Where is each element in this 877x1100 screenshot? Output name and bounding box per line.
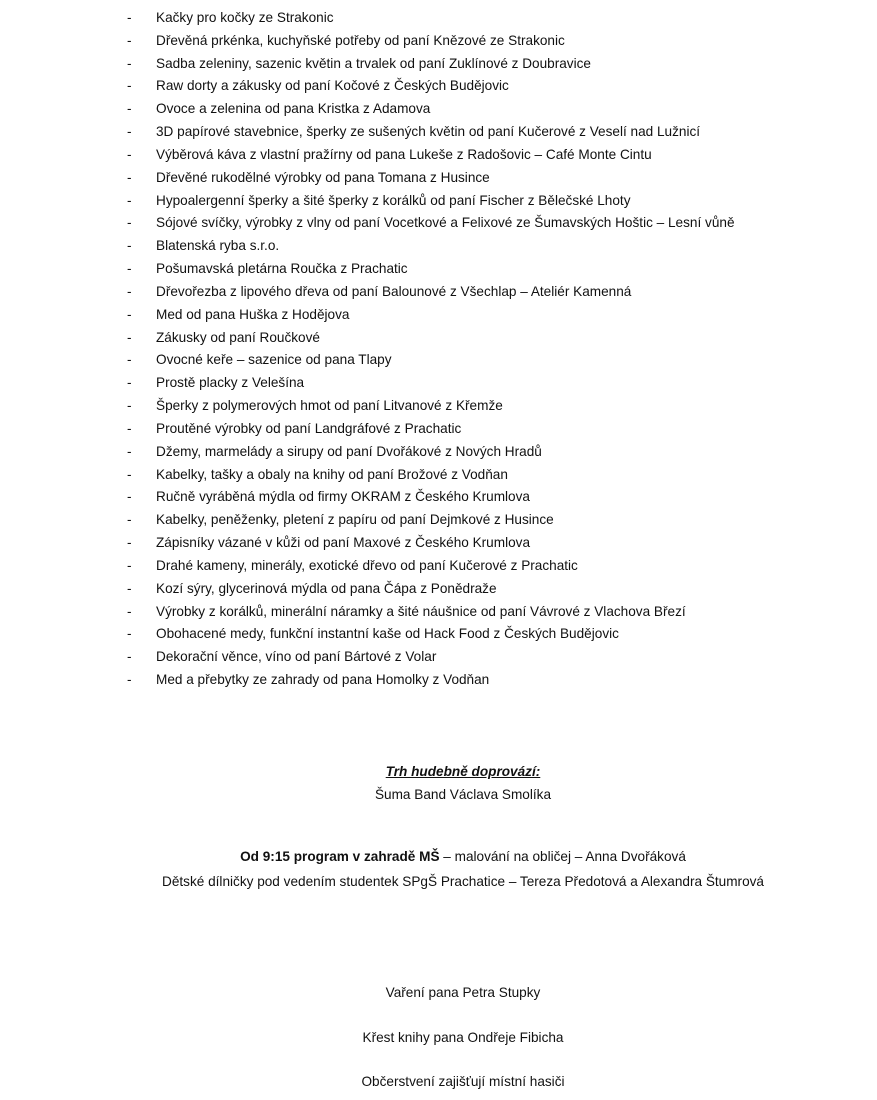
vendor-text: Dekorační věnce, víno od paní Bártové z Volar	[156, 649, 437, 665]
bullet-dash: -	[127, 649, 132, 665]
bullet-dash: -	[127, 603, 132, 619]
bullet-dash: -	[127, 352, 132, 368]
vendor-text: Ovocné keře – sazenice od pana Tlapy	[156, 352, 392, 368]
vendor-text: Dřevěná prkénka, kuchyňské potřeby od paní Knězové ze Strakonic	[156, 32, 565, 48]
vendor-text: Kabelky, tašky a obaly na knihy od paní Brožové z Vodňan	[156, 466, 508, 482]
bullet-dash: -	[127, 261, 132, 277]
vendor-text: Sadba zeleniny, sazenic květin a trvalek od paní Zuklínové z Doubravice	[156, 55, 591, 71]
vendor-text: Blatenská ryba s.r.o.	[156, 238, 280, 254]
vendor-text: Ručně vyráběná mýdla od firmy OKRAM z Českého Krumlova	[156, 489, 530, 505]
vendor-text: Kozí sýry, glycerinová mýdla od pana Čápa z Ponědraže	[156, 580, 497, 596]
bullet-dash: -	[127, 466, 132, 482]
bullet-dash: -	[127, 306, 132, 322]
bullet-dash: -	[127, 512, 132, 528]
bullet-dash: -	[127, 420, 132, 436]
music-band: Šuma Band Václava Smolíka	[374, 787, 552, 802]
bullet-dash: -	[127, 398, 132, 414]
bullet-dash: -	[127, 215, 132, 231]
vendor-text: Kačky pro kočky ze Strakonic	[156, 10, 334, 25]
program-line	[150, 848, 776, 866]
bullet-dash: -	[127, 124, 132, 140]
vendor-text: Obohacené medy, funkční instantní kaše od Hack Food z Českých Budějovic	[156, 626, 619, 642]
extra-refreshments: Občerstvení zajišťují místní hasiči	[361, 1074, 565, 1089]
vendor-text: Výběrová káva z vlastní pražírny od pana Lukeše z Radošovic – Café Monte Cintu	[156, 146, 652, 162]
vendor-text: Drahé kameny, minerály, exotické dřevo od paní Kučerové z Prachatic	[156, 557, 578, 573]
bullet-dash: -	[127, 78, 132, 94]
vendor-text: Sójové svíčky, výrobky z vlny od paní Vocetkové a Felixové ze Šumavských Hoštic – Lesní vůně	[156, 215, 735, 231]
vendor-text: Raw dorty a zákusky od paní Kočové z Českých Budějovic	[156, 78, 509, 94]
vendor-text: Zápisníky vázané v kůži od paní Maxové z Českého Krumlova	[156, 535, 531, 551]
bullet-dash: -	[127, 283, 132, 299]
vendor-text: Dřevěné rukodělné výrobky od pana Tomana z Husince	[156, 169, 490, 185]
vendor-text: Med od pana Huška z Hodějova	[156, 306, 350, 322]
vendor-text: 3D papírové stavebnice, šperky ze sušených květin od paní Kučerové z Veselí nad Lužnicí	[156, 124, 701, 140]
bullet-dash: -	[127, 489, 132, 505]
bullet-dash: -	[127, 101, 132, 117]
program-time: Od 9:15 program v zahradě MŠ	[240, 849, 440, 864]
vendor-text: Pošumavská pletárna Roučka z Prachatic	[156, 261, 408, 277]
bullet-dash: -	[127, 32, 132, 48]
vendor-text: Džemy, marmelády a sirupy od paní Dvořákové z Nových Hradů	[156, 443, 542, 459]
vendor-text: Výrobky z korálků, minerální náramky a šité náušnice od paní Vávrové z Vlachova Březí	[156, 603, 686, 619]
vendor-text: Hypoalergenní šperky a šité šperky z korálků od paní Fischer z Bělečské Lhoty	[156, 192, 631, 208]
bullet-dash: -	[127, 238, 132, 254]
bullet-dash: -	[127, 375, 132, 391]
bullet-dash: -	[127, 557, 132, 573]
vendor-text: Kabelky, peněženky, pletení z papíru od paní Dejmkové z Husince	[156, 512, 554, 528]
bullet-dash: -	[127, 626, 132, 642]
extra-book-launch: Křest knihy pana Ondřeje Fibicha	[362, 1030, 564, 1045]
music-heading: Trh hudebně doprovází:	[385, 764, 541, 779]
bullet-dash: -	[127, 443, 132, 459]
bullet-dash: -	[127, 169, 132, 185]
program-face-painting: – malování na obličej – Anna Dvořáková	[439, 849, 686, 864]
vendor-text: Prostě placky z Velešína	[156, 375, 305, 391]
bullet-dash: -	[127, 146, 132, 162]
vendor-text: Ovoce a zelenina od pana Kristka z Adamova	[156, 101, 431, 117]
extra-cooking: Vaření pana Petra Stupky	[385, 985, 541, 1000]
bullet-dash: -	[127, 535, 132, 551]
bullet-dash: -	[127, 10, 132, 25]
vendor-text: Med a přebytky ze zahrady od pana Homolky z Vodňan	[156, 672, 490, 688]
bullet-dash: -	[127, 329, 132, 345]
program-workshops: Dětské dílničky pod vedením studentek SPgŠ Prachatice – Tereza Předotová a Alexandra Štumrová	[162, 874, 764, 889]
vendor-text: Proutěné výrobky od paní Landgráfové z Prachatic	[156, 420, 462, 436]
vendor-text: Dřevořezba z lipového dřeva od paní Balounové z Všechlap – Ateliér Kamenná	[156, 283, 632, 299]
bullet-dash: -	[127, 580, 132, 596]
bullet-dash: -	[127, 672, 132, 688]
vendor-text: Šperky z polymerových hmot od paní Litvanové z Křemže	[156, 398, 503, 414]
bullet-dash: -	[127, 55, 132, 71]
bullet-dash: -	[127, 192, 132, 208]
vendor-text: Zákusky od paní Roučkové	[156, 329, 320, 345]
